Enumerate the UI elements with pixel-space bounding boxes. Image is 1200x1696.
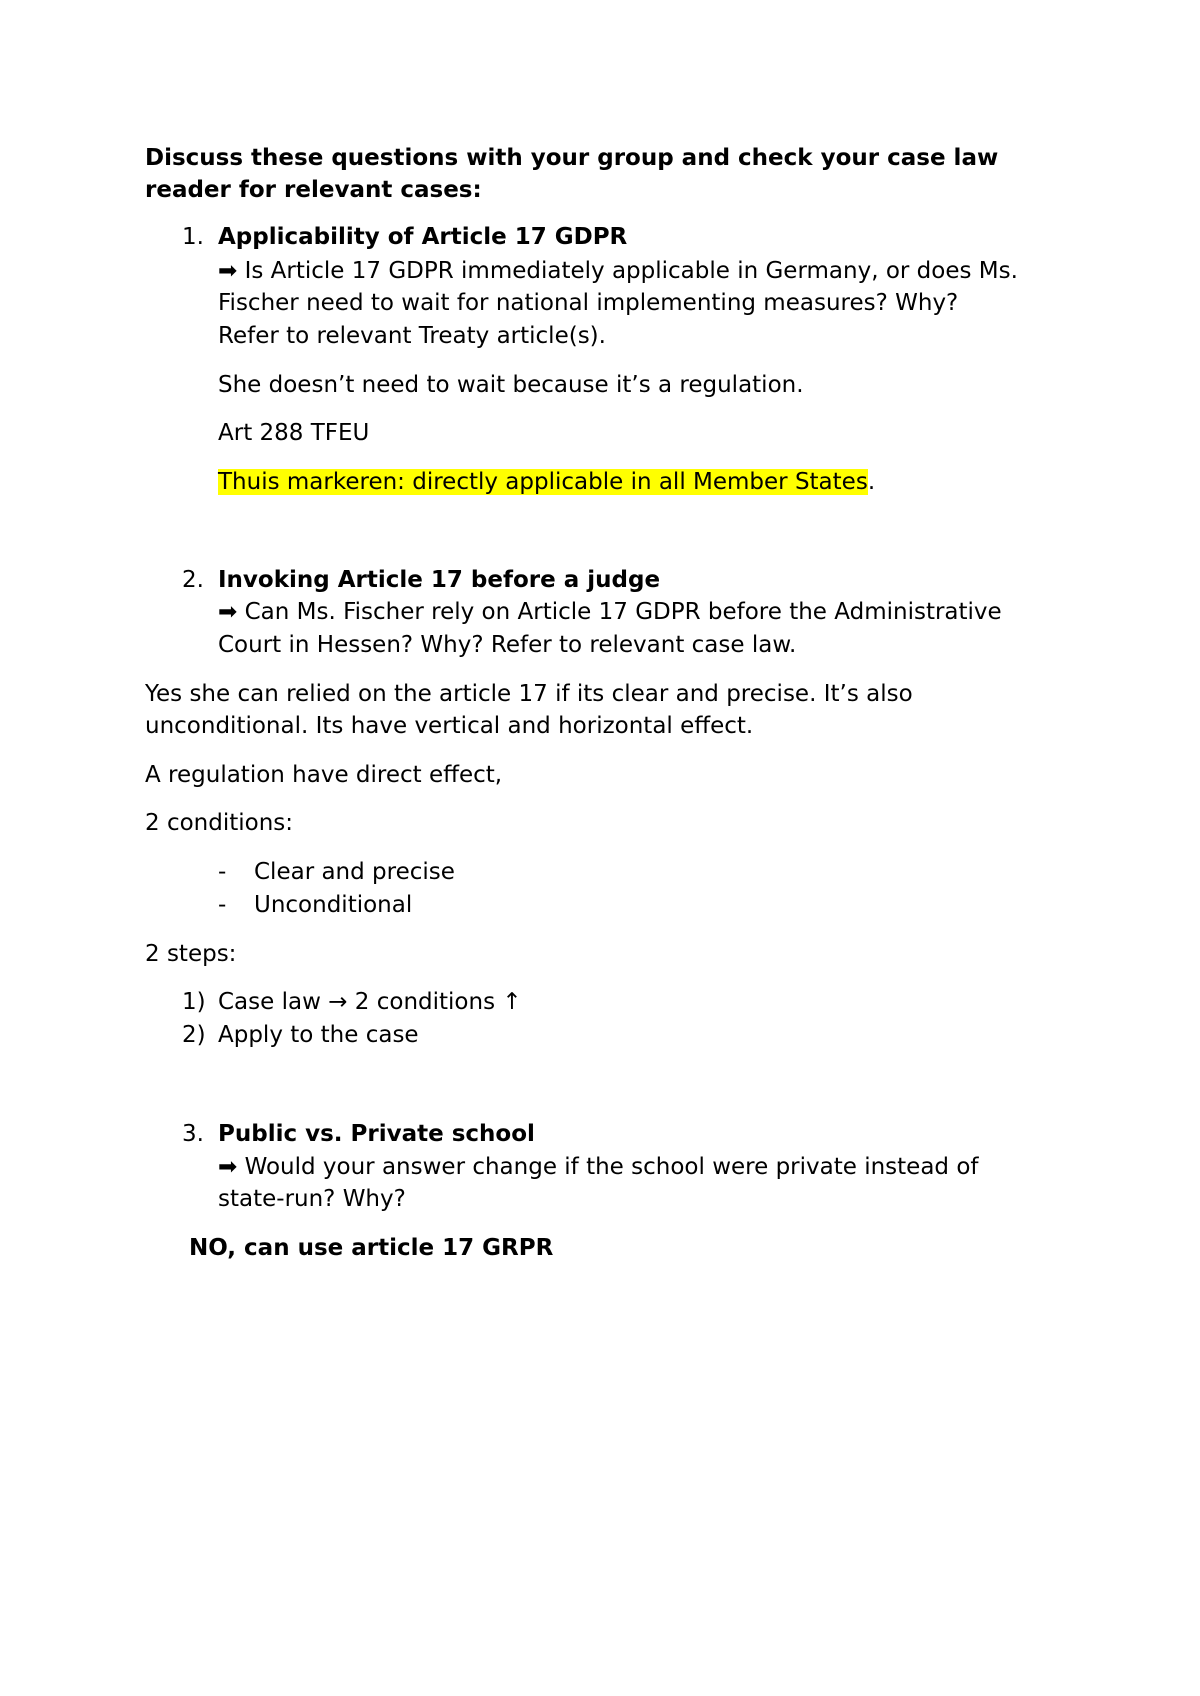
q1-number: 1.	[182, 224, 204, 250]
q1-question-line-2: Fischer need to wait for national implementing measures? Why?	[218, 290, 959, 316]
q1-question-line-3: Refer to relevant Treaty article(s).	[218, 323, 606, 349]
q2-conditions-heading: 2 conditions:	[145, 810, 294, 836]
q2-number: 2.	[182, 567, 204, 593]
intro-line-1: Discuss these questions with your group and check your case law	[145, 145, 999, 171]
q2-answer-line-2: unconditional. Its have vertical and horizontal effect.	[145, 713, 754, 739]
q2-question-line-2: Court in Hessen? Why? Refer to relevant case law.	[218, 632, 797, 658]
condition-bullet: -	[218, 859, 227, 885]
step-item: Apply to the case	[218, 1022, 419, 1048]
q2-question-line-1: ➡ Can Ms. Fischer rely on Article 17 GDPR before the Administrative	[218, 599, 1002, 625]
q1-answer-2: Art 288 TFEU	[218, 420, 370, 446]
q2-answer-line-1: Yes she can relied on the article 17 if its clear and precise. It’s also	[145, 681, 913, 707]
q3-question-line-2: state-run? Why?	[218, 1186, 406, 1212]
q2-regulation-note: A regulation have direct effect,	[145, 762, 503, 788]
intro-line-2: reader for relevant cases:	[145, 177, 482, 203]
q1-question-line-1: ➡ Is Article 17 GDPR immediately applicable in Germany, or does Ms.	[218, 258, 1018, 284]
q2-title: Invoking Article 17 before a judge	[218, 567, 661, 593]
q1-title: Applicability of Article 17 GDPR	[218, 224, 628, 250]
q3-title: Public vs. Private school	[218, 1121, 535, 1147]
condition-item: Unconditional	[254, 892, 413, 918]
q1-highlight-tail: .	[867, 469, 876, 495]
q3-answer: NO, can use article 17 GRPR	[189, 1235, 554, 1261]
step-number: 2)	[182, 1022, 206, 1048]
q2-steps-heading: 2 steps:	[145, 941, 237, 967]
step-item: Case law → 2 conditions ↑	[218, 989, 522, 1015]
q1-highlight-line	[218, 466, 875, 498]
condition-item: Clear and precise	[254, 859, 455, 885]
q3-number: 3.	[182, 1121, 204, 1147]
step-number: 1)	[182, 989, 206, 1015]
condition-bullet: -	[218, 892, 227, 918]
q1-highlight-text: Thuis markeren: directly applicable in all Member States	[218, 469, 868, 495]
q1-answer-1: She doesn’t need to wait because it’s a regulation.	[218, 372, 804, 398]
q3-question-line-1: ➡ Would your answer change if the school were private instead of	[218, 1154, 979, 1180]
